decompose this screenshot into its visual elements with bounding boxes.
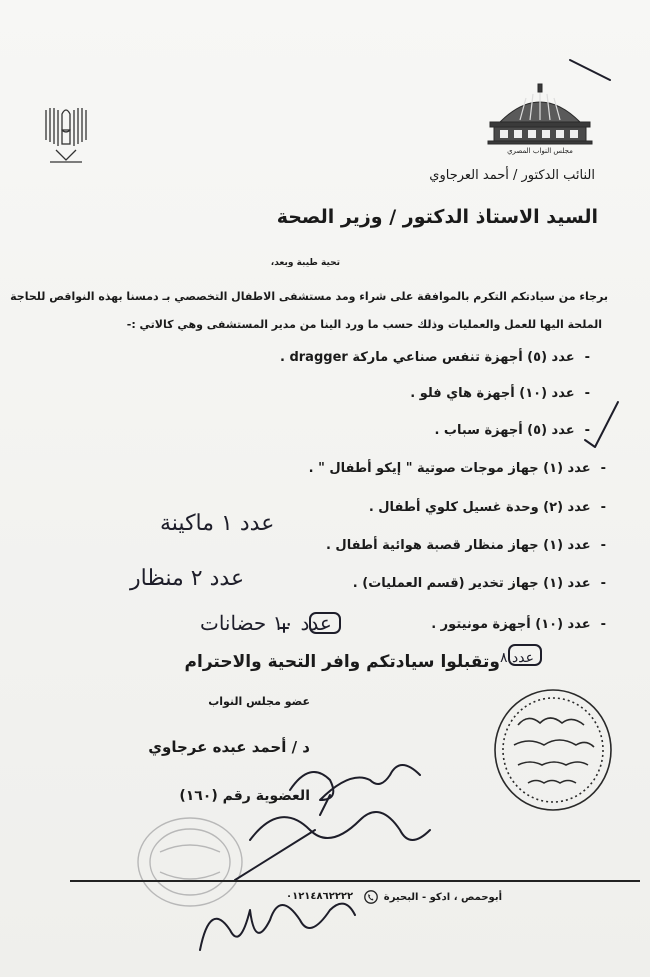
closing-line: وتقبلوا سيادتكم وافر التحية والاحترام	[184, 652, 500, 672]
member-title: عضو مجلس النواب	[208, 695, 310, 708]
egypt-eagle-icon	[36, 100, 96, 170]
list-item: -عدد (١٠) أجهزة هاي فلو .	[410, 386, 590, 401]
salutation: تحية طيبة وبعد،	[270, 258, 340, 268]
official-stamp	[488, 685, 618, 815]
addressee-title: السيد الاستاذ الدكتور / وزير الصحة	[276, 206, 598, 228]
footer-address: أبوحمص ، ادكو - البحيرة	[383, 892, 502, 903]
list-item: -عدد (٥) أجهزة سباب .	[434, 423, 590, 438]
parliament-logo-caption: مجلس النواب المصري	[507, 147, 573, 155]
list-item: -عدد (١٠) أجهزة مونيتور .	[431, 617, 606, 632]
phone-icon	[364, 890, 378, 904]
note-machine: عدد ١ ماكينة	[160, 511, 275, 536]
pen-mark	[570, 60, 610, 80]
membership-number: العضوية رقم (١٦٠)	[179, 788, 310, 804]
note-incubators: عدد ١٠ حضانات	[200, 611, 332, 635]
body-line-1: برجاء من سيادتكم التكرم بالموافقة على شراء ومد مستشفى الاطفال التخصصي بـ دمسنا بهذه النواقص للحاجة	[10, 290, 608, 303]
list-item: -عدد (٥) أجهزة تنفس صناعي ماركة dragger .	[280, 350, 590, 365]
list-item: -عدد (٢) وحدة غسيل كلوي أطفال .	[368, 500, 606, 515]
note-endoscope: عدد ٢ منظار	[130, 566, 245, 591]
list-item: -عدد (١) جهاز موجات صوتية " إيكو أطفال " .	[308, 461, 606, 476]
list-item: -عدد (١) جهاز منظار قصبة هوائية أطفال .	[325, 538, 606, 553]
list-item: -عدد (١) جهاز تخدير (قسم العمليات) .	[352, 576, 606, 591]
body-line-2: الملحة اليها للعمل والعمليات وذلك حسب ما ورد الينا من مدير المستشفى وهي كالاتي :-	[126, 318, 602, 331]
footer-phone: ٠١٢١٤٨٦٢٢٢٢	[286, 891, 354, 902]
parliament-logo-icon	[480, 80, 600, 155]
footer-divider	[70, 880, 640, 882]
sender-line: النائب الدكتور / أحمد العرجاوي	[429, 168, 595, 183]
note-eight: عدد ٨	[500, 650, 534, 666]
faint-stamp	[130, 812, 250, 912]
member-name: د / أحمد عبده عرجاوي	[148, 738, 310, 756]
